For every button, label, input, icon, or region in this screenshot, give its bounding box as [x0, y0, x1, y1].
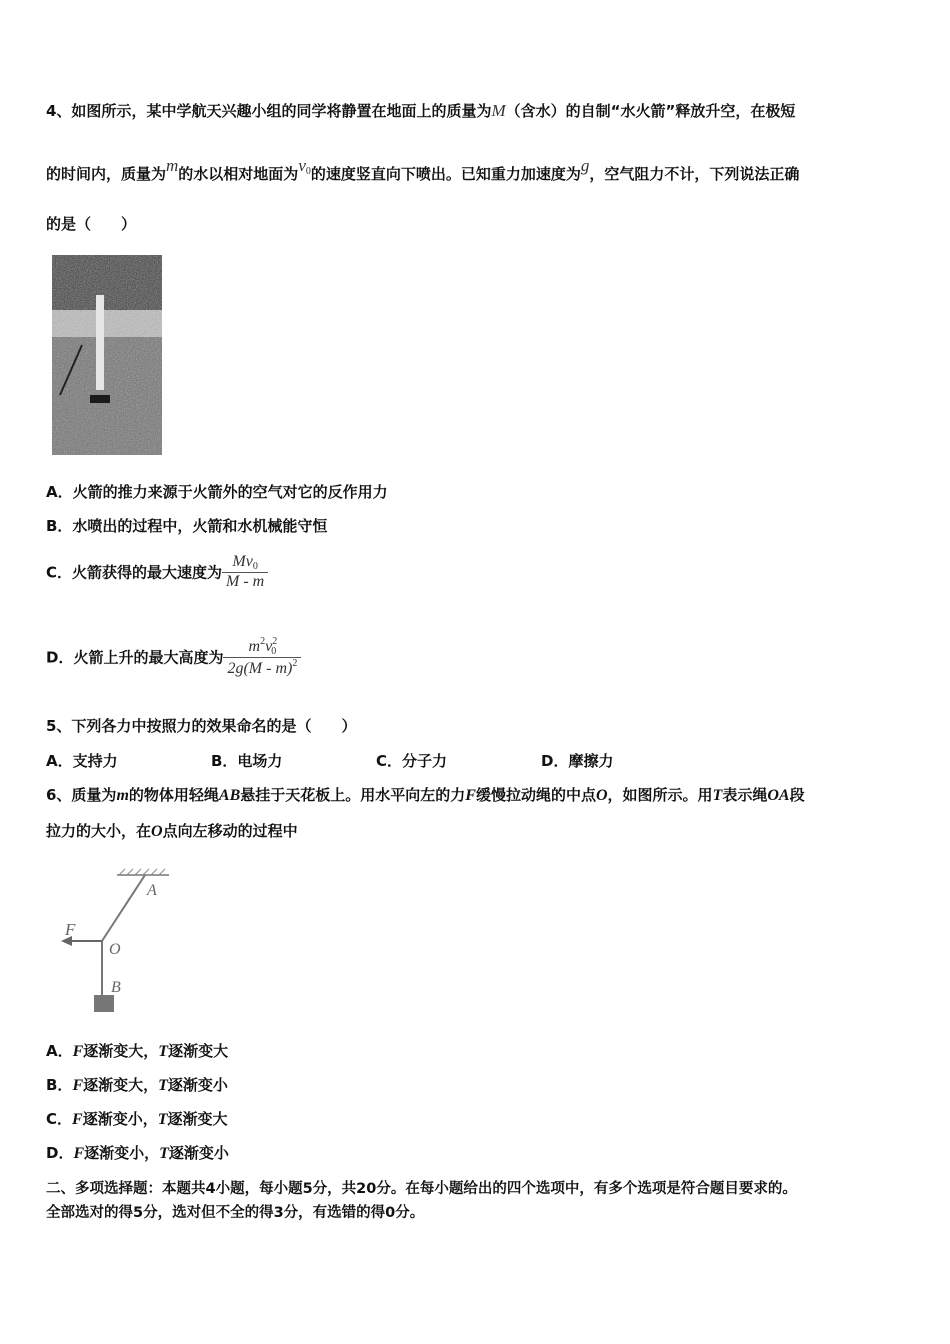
- opt-text: 逐渐变小: [167, 1076, 228, 1094]
- opt-prefix: B．: [46, 1076, 73, 1094]
- label-o: O: [109, 941, 121, 958]
- num-m-sup: 2: [260, 636, 266, 647]
- var-v-sub: 0: [305, 166, 311, 177]
- q4-stem-line1: [46, 101, 795, 121]
- q4-text: （含水）的自制“水火箭”释放升空，在极短: [505, 102, 796, 120]
- q4-option-d-text: D．火箭上升的最大高度为: [46, 648, 224, 667]
- var-v0: [298, 156, 311, 175]
- var-m: m: [116, 787, 129, 804]
- opt-text: 逐渐变大，: [83, 1076, 159, 1094]
- q6-option-d: [46, 1142, 229, 1163]
- var-F: F: [72, 1043, 84, 1060]
- var-F: F: [73, 1145, 85, 1162]
- fraction-denominator: M - m: [226, 573, 265, 590]
- fraction-max-height: [223, 636, 301, 678]
- q4-text: 的速度竖直向下喷出。已知重力加速度为: [310, 165, 581, 183]
- q6-text: 拉力的大小，在: [46, 822, 152, 840]
- opt-text: 逐渐变小，: [84, 1144, 160, 1162]
- q6-text: 悬挂于天花板上。用水平向左的力: [240, 786, 466, 804]
- q6-text: 段: [789, 786, 805, 804]
- var-m: m: [166, 156, 179, 175]
- var-F: F: [72, 1111, 83, 1128]
- q6-stem-line1: [46, 785, 805, 806]
- q6-text: 6、质量为: [46, 786, 117, 804]
- photo-base: [90, 395, 110, 403]
- label-b: B: [111, 979, 121, 996]
- num-v-sup: 2: [272, 636, 278, 647]
- opt-text: 逐渐变大，: [83, 1042, 159, 1060]
- q6-text: 的物体用轻绳: [128, 786, 219, 804]
- var-O: O: [151, 823, 163, 840]
- q6-text: 表示绳: [722, 786, 768, 804]
- q4-option-d: [46, 636, 301, 678]
- var-T: T: [712, 787, 723, 804]
- var-T: T: [158, 1077, 168, 1094]
- var-T: T: [158, 1043, 169, 1060]
- q6-text: 点向左移动的过程中: [162, 822, 298, 840]
- num-v-sub: 0: [271, 646, 277, 657]
- q5-stem: 5、下列各力中按照力的效果命名的是（ ）: [46, 717, 357, 735]
- q6-stem-line2: [46, 821, 298, 842]
- var-T: T: [157, 1111, 168, 1128]
- opt-text: 逐渐变大: [167, 1110, 228, 1128]
- rope-force-diagram: [55, 865, 185, 1020]
- var-T: T: [159, 1145, 169, 1162]
- fraction-numerator: [222, 553, 268, 573]
- fraction-numerator: [223, 636, 301, 658]
- q4-option-b: B．水喷出的过程中，火箭和水机械能守恒: [46, 517, 328, 535]
- var-F: F: [465, 787, 476, 804]
- q4-text: 的水以相对地面为: [178, 165, 299, 183]
- q6-text: ，如图所示。用: [607, 786, 713, 804]
- q5-option-c: C．分子力: [376, 752, 448, 770]
- num-text: Mv: [232, 553, 253, 570]
- label-a: A: [147, 882, 157, 899]
- var-g: g: [580, 156, 590, 175]
- q4-stem-line3: 的是（ ）: [46, 215, 137, 233]
- var-M: M: [491, 101, 506, 120]
- photo-rocket: [96, 295, 104, 390]
- q4-option-c: [46, 553, 268, 591]
- section2-header-line2: 全部选对的得5分，选对但不全的得3分，有选错的得0分。: [46, 1205, 425, 1221]
- opt-prefix: C．: [46, 1110, 73, 1128]
- q6-text: 缓慢拉动绳的中点: [475, 786, 596, 804]
- opt-text: 逐渐变大: [168, 1042, 229, 1060]
- q4-option-c-text: C．火箭获得的最大速度为: [46, 563, 223, 582]
- water-rocket-photo: [52, 255, 162, 455]
- q6-option-a: [46, 1040, 228, 1061]
- q4-text: ，空气阻力不计，下列说法正确: [589, 165, 800, 183]
- var-O: O: [595, 787, 608, 804]
- section2-header-line1: 二、多项选择题：本题共4小题，每小题5分，共20分。在每小题给出的四个选项中，有多个选项是符合题目要求的。: [46, 1181, 797, 1197]
- label-f: F: [65, 920, 76, 939]
- var-F: F: [72, 1077, 84, 1094]
- num-sub: 0: [252, 561, 258, 572]
- q4-text: 的时间内，质量为: [46, 165, 167, 183]
- rope-oa: [102, 875, 145, 941]
- fraction-max-speed: [222, 553, 268, 591]
- q4-stem-line2: [46, 156, 800, 190]
- den-sup: 2: [292, 658, 298, 669]
- photo-noise: [52, 255, 162, 455]
- var-v: v: [298, 156, 306, 175]
- opt-text: 逐渐变小，: [82, 1110, 158, 1128]
- q4-option-a: A．火箭的推力来源于火箭外的空气对它的反作用力: [46, 483, 388, 501]
- opt-text: 逐渐变小: [168, 1144, 229, 1162]
- q5-option-b: B．电场力: [211, 752, 283, 770]
- q5-option-a: A．支持力: [46, 752, 118, 770]
- opt-prefix: A．: [46, 1042, 73, 1060]
- q4-text: 4、如图所示，某中学航天兴趣小组的同学将静置在地面上的质量为: [46, 102, 492, 120]
- den-text: 2g(M - m): [227, 660, 293, 677]
- var-AB: AB: [218, 787, 241, 804]
- ceiling-hatch: [119, 869, 165, 875]
- q6-option-b: [46, 1074, 228, 1095]
- fraction-denominator: [223, 658, 301, 678]
- num-m: m: [248, 638, 261, 655]
- opt-prefix: D．: [46, 1144, 74, 1162]
- q6-option-c: [46, 1108, 228, 1129]
- num-v: v: [265, 638, 273, 655]
- hanging-block: [94, 995, 114, 1012]
- q5-option-d: D．摩擦力: [541, 752, 614, 770]
- var-OA: OA: [767, 787, 790, 804]
